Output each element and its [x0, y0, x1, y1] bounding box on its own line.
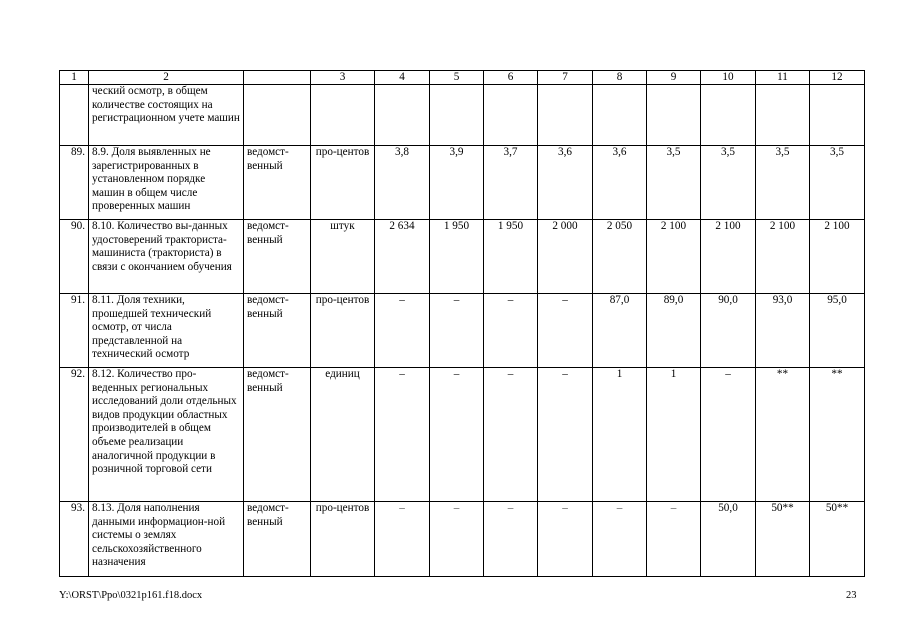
value-cell: [701, 85, 756, 146]
header-cell: 6: [484, 71, 538, 85]
value-cell: 1 950: [430, 220, 484, 294]
value-cell: [538, 85, 593, 146]
value-cell: **: [756, 368, 810, 502]
value-cell: 3,5: [756, 146, 810, 220]
value-cell: 3,6: [593, 146, 647, 220]
value-cell: 1 950: [484, 220, 538, 294]
indicator-source: ведомст-венный: [244, 294, 311, 368]
row-number: 92.: [60, 368, 89, 502]
value-cell: –: [484, 294, 538, 368]
value-cell: [375, 85, 430, 146]
row-number: 91.: [60, 294, 89, 368]
value-cell: 93,0: [756, 294, 810, 368]
indicator-unit: про-центов: [311, 146, 375, 220]
value-cell: 3,5: [701, 146, 756, 220]
value-cell: [810, 85, 865, 146]
value-cell: –: [430, 502, 484, 577]
indicator-name: ческий осмотр, в общем количестве состоящих на регистрационном учете машин: [89, 85, 244, 146]
value-cell: [593, 85, 647, 146]
value-cell: 2 634: [375, 220, 430, 294]
value-cell: 90,0: [701, 294, 756, 368]
indicator-source: [244, 85, 311, 146]
indicator-unit: про-центов: [311, 294, 375, 368]
value-cell: –: [484, 502, 538, 577]
header-cell: 11: [756, 71, 810, 85]
value-cell: [484, 85, 538, 146]
header-cell: 4: [375, 71, 430, 85]
value-cell: –: [430, 294, 484, 368]
document-path: Y:\ORST\Ppo\0321p161.f18.docx: [59, 590, 203, 601]
value-cell: [756, 85, 810, 146]
value-cell: 3,6: [538, 146, 593, 220]
header-cell: 9: [647, 71, 701, 85]
value-cell: 3,9: [430, 146, 484, 220]
row-number: 93.: [60, 502, 89, 577]
value-cell: 3,5: [647, 146, 701, 220]
header-cell: 12: [810, 71, 865, 85]
page-number: 23: [846, 590, 857, 601]
value-cell: –: [538, 502, 593, 577]
indicator-name: 8.12. Количество про-веденных региональных исследований доли отдельных видов продукции областных производителей в общем объеме реализации аналогичной продукции в розничной торговой сети: [89, 368, 244, 502]
header-cell: 1: [60, 71, 89, 85]
indicator-source: ведомст-венный: [244, 146, 311, 220]
indicator-name: 8.9. Доля выявленных не зарегистрированных в установленном порядке машин в общем числе проверенных машин: [89, 146, 244, 220]
indicator-unit: единиц: [311, 368, 375, 502]
value-cell: –: [375, 368, 430, 502]
row-number: 89.: [60, 146, 89, 220]
indicator-name: 8.11. Доля техники, прошедшей технический осмотр, от числа представленной на технический осмотр: [89, 294, 244, 368]
value-cell: 1: [647, 368, 701, 502]
value-cell: 2 100: [701, 220, 756, 294]
value-cell: –: [375, 294, 430, 368]
table-row: [60, 85, 865, 146]
indicator-name: 8.10. Количество вы-данных удостоверений тракториста-машиниста (тракториста) в связи с окончанием обучения: [89, 220, 244, 294]
indicator-unit: [311, 85, 375, 146]
value-cell: –: [375, 502, 430, 577]
indicator-source: ведомст-венный: [244, 368, 311, 502]
value-cell: –: [647, 502, 701, 577]
value-cell: –: [701, 368, 756, 502]
header-cell: 5: [430, 71, 484, 85]
indicator-source: ведомст-венный: [244, 220, 311, 294]
table-row: [60, 294, 865, 368]
value-cell: [430, 85, 484, 146]
value-cell: **: [810, 368, 865, 502]
value-cell: 2 050: [593, 220, 647, 294]
value-cell: 2 000: [538, 220, 593, 294]
value-cell: 87,0: [593, 294, 647, 368]
header-cell: 7: [538, 71, 593, 85]
header-cell: 10: [701, 71, 756, 85]
value-cell: 95,0: [810, 294, 865, 368]
value-cell: 3,7: [484, 146, 538, 220]
header-cell: 2: [89, 71, 244, 85]
value-cell: 50**: [756, 502, 810, 577]
row-number: 90.: [60, 220, 89, 294]
indicator-unit: штук: [311, 220, 375, 294]
indicator-name: 8.13. Доля наполнения данными информацион-ной системы о землях сельскохозяйственного назначения: [89, 502, 244, 577]
value-cell: 50**: [810, 502, 865, 577]
value-cell: 3,8: [375, 146, 430, 220]
header-row: [60, 71, 865, 85]
value-cell: –: [538, 368, 593, 502]
value-cell: 50,0: [701, 502, 756, 577]
value-cell: 2 100: [647, 220, 701, 294]
value-cell: 1: [593, 368, 647, 502]
header-cell: 8: [593, 71, 647, 85]
value-cell: –: [484, 368, 538, 502]
value-cell: 89,0: [647, 294, 701, 368]
value-cell: [647, 85, 701, 146]
value-cell: 3,5: [810, 146, 865, 220]
indicator-source: ведомст-венный: [244, 502, 311, 577]
value-cell: 2 100: [756, 220, 810, 294]
indicator-unit: про-центов: [311, 502, 375, 577]
value-cell: –: [430, 368, 484, 502]
value-cell: –: [538, 294, 593, 368]
table-row: [60, 502, 865, 577]
table-row: [60, 146, 865, 220]
table-row: [60, 220, 865, 294]
table-row: [60, 368, 865, 502]
value-cell: 2 100: [810, 220, 865, 294]
indicators-table: [59, 70, 865, 577]
header-cell: 3: [311, 71, 375, 85]
row-number: [60, 85, 89, 146]
header-cell: [244, 71, 311, 85]
value-cell: –: [593, 502, 647, 577]
